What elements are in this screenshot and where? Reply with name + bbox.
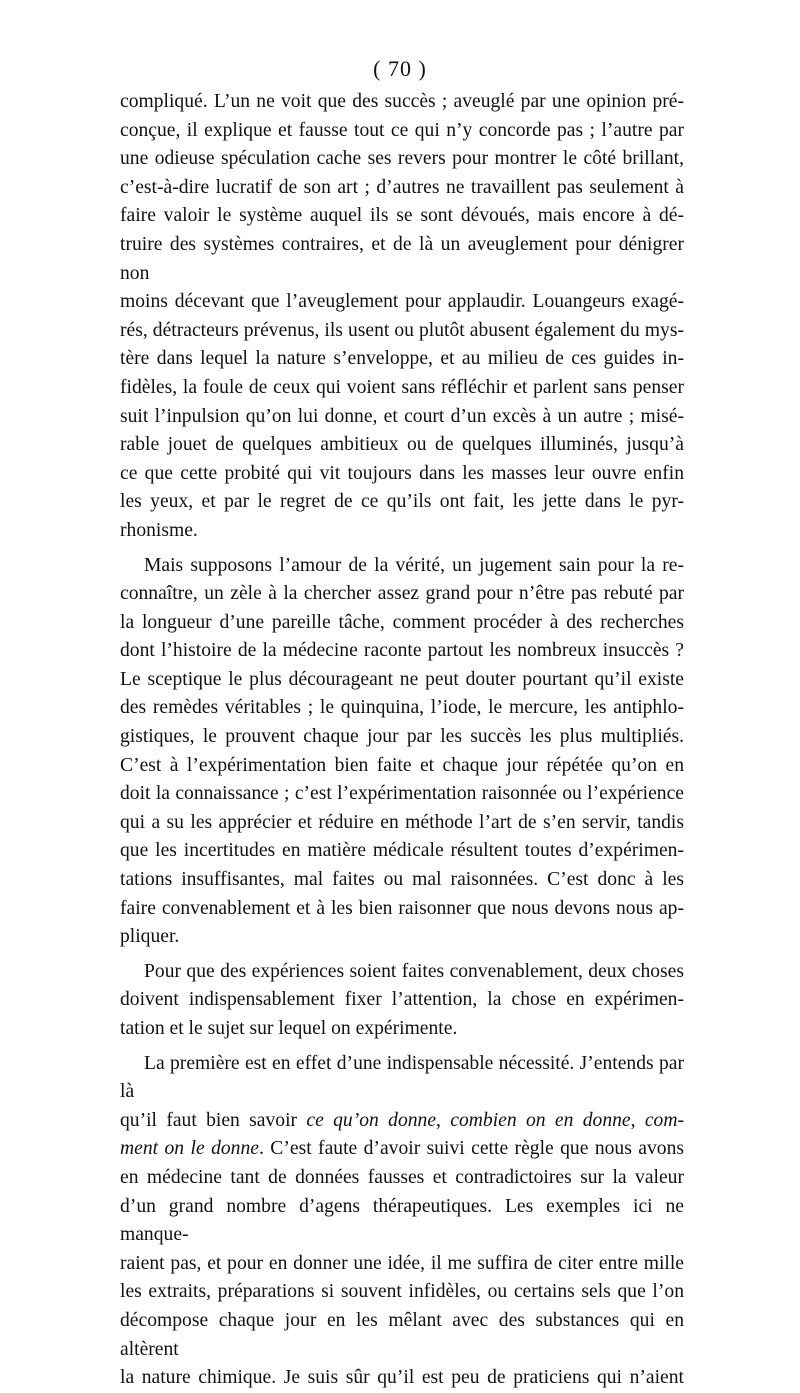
text-line: doit la connaissance ; c’est l’expérimentation raisonnée ou l’expérience bbox=[120, 783, 684, 805]
text-line: la nature chimique. Je suis sûr qu’il est peu de praticiens qui n’aient bbox=[120, 1367, 684, 1389]
paragraph-3 bbox=[120, 958, 684, 1044]
paragraph-2 bbox=[120, 552, 684, 952]
text-line: tation et le sujet sur lequel on expérimente. bbox=[120, 1018, 458, 1039]
text-line: faire valoir le système auquel ils se sont dévoués, mais encore à dé- bbox=[120, 205, 684, 227]
text-line: les extraits, préparations si souvent infidèles, ou certains sels que l’on bbox=[120, 1281, 684, 1303]
text-line: C’est à l’expérimentation bien faite et chaque jour répétée qu’on en bbox=[120, 754, 684, 776]
text-line: moins décevant que l’aveuglement pour applaudir. Louangeurs exagé- bbox=[120, 291, 684, 313]
text-line: doivent indispensablement fixer l’attention, la chose en expérimen- bbox=[120, 989, 684, 1011]
paragraph-1 bbox=[120, 88, 684, 546]
text-line: la longueur d’une pareille tâche, comment procéder à des recherches bbox=[120, 611, 684, 633]
text-line: fidèles, la foule de ceux qui voient sans réfléchir et parlent sans penser bbox=[120, 376, 684, 398]
text-line: raient pas, et pour en donner une idée, il me suffira de citer entre mille bbox=[120, 1252, 684, 1274]
text-line: Mais supposons l’amour de la vérité, un jugement sain pour la re- bbox=[144, 554, 684, 576]
text-line: c’est-à-dire lucratif de son art ; d’autres ne travaillent pas seulement à bbox=[120, 176, 684, 198]
text-line: une odieuse spéculation cache ses revers pour montrer le côté brillant, bbox=[120, 148, 684, 170]
text-line: rable jouet de quelques ambitieux ou de quelques illuminés, jusqu’à bbox=[120, 434, 684, 456]
text-line: que les incertitudes en matière médicale résultent toutes d’expérimen- bbox=[120, 840, 684, 862]
text-line-mixed bbox=[120, 1135, 684, 1164]
text-run: . C’est faute d’avoir suivi cette règle que nous avons bbox=[258, 1138, 684, 1160]
text-line: rhonisme. bbox=[120, 519, 198, 541]
text-line: Le sceptique le plus décourageant ne peut douter pourtant qu’il existe bbox=[120, 668, 684, 690]
text-line: décompose chaque jour en les mêlant avec des substances qui en altèrent bbox=[120, 1309, 684, 1360]
italic-run: ce qu’on donne bbox=[306, 1109, 437, 1131]
text-run: , bbox=[436, 1109, 451, 1131]
text-line: tère dans lequel la nature s’enveloppe, et au milieu de ces guides in- bbox=[120, 348, 684, 370]
text-line: connaître, un zèle à la chercher assez grand pour n’être pas rebuté par bbox=[120, 583, 684, 605]
text-line: pliquer. bbox=[120, 926, 180, 948]
text-line: d’un grand nombre d’agens thérapeutiques. Les exemples ici ne manque- bbox=[120, 1195, 684, 1246]
paragraph-4 bbox=[120, 1050, 684, 1393]
text-run: , bbox=[630, 1109, 645, 1131]
text-line: en médecine tant de données fausses et contradictoires sur la valeur bbox=[120, 1166, 684, 1188]
text-line: ce que cette probité qui vit toujours dans les masses leur ouvre enfin bbox=[120, 462, 684, 484]
text-line: truire des systèmes contraires, et de là un aveuglement pour dénigrer non bbox=[120, 233, 684, 284]
text-line-mixed bbox=[120, 1107, 684, 1136]
text-run: qu’il faut bien savoir bbox=[120, 1109, 307, 1131]
text-line: des remèdes véritables ; le quinquina, l’iode, le mercure, les antiphlo- bbox=[120, 697, 684, 719]
text-line: compliqué. L’un ne voit que des succès ; aveuglé par une opinion pré- bbox=[120, 91, 684, 112]
italic-run: ment on le donne bbox=[120, 1138, 259, 1160]
text-line: conçue, il explique et fausse tout ce qui n’y concorde pas ; l’autre par bbox=[120, 119, 684, 141]
text-line: qui a su les apprécier et réduire en méthode l’art de s’en servir, tandis bbox=[120, 811, 684, 833]
text-line: tations insuffisantes, mal faites ou mal raisonnées. C’est donc à les bbox=[120, 869, 684, 891]
body-text bbox=[120, 88, 684, 1393]
text-line: rés, détracteurs prévenus, ils usent ou plutôt abusent également du mys- bbox=[120, 319, 684, 341]
text-line: La première est en effet d’une indispensable nécessité. J’entends par là bbox=[120, 1052, 684, 1103]
text-line: Pour que des expériences soient faites convenablement, deux choses bbox=[144, 960, 684, 982]
text-line: les yeux, et par le regret de ce qu’ils ont fait, les jette dans le pyr- bbox=[120, 491, 684, 513]
text-line: gistiques, le prouvent chaque jour par les succès les plus multipliés. bbox=[120, 726, 684, 748]
text-line: faire convenablement et à les bien raisonner que nous devons nous ap- bbox=[120, 897, 684, 919]
page-number: ( 70 ) bbox=[373, 56, 427, 81]
italic-run: com- bbox=[644, 1109, 685, 1131]
italic-run: combien on en donne bbox=[450, 1109, 631, 1131]
text-line: suit l’inpulsion qu’on lui donne, et court d’un excès à un autre ; misé- bbox=[120, 405, 684, 427]
text-line: dont l’histoire de la médecine raconte partout les nombreux insuccès ? bbox=[120, 640, 684, 662]
